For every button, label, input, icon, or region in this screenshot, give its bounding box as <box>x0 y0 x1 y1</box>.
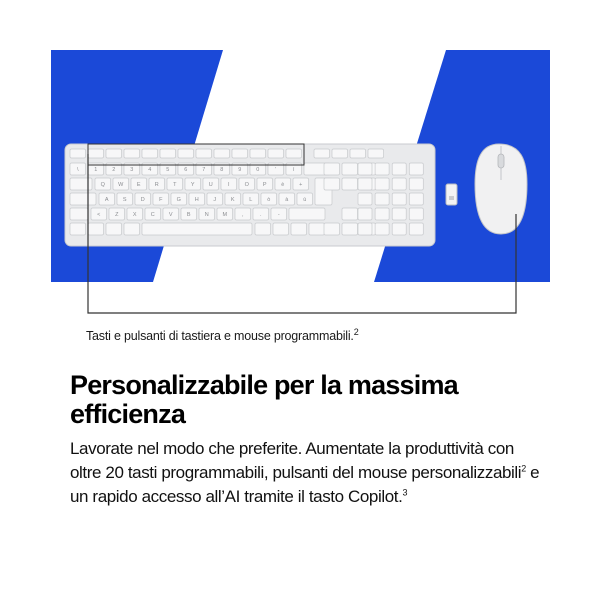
numpad-key <box>358 208 372 220</box>
keyboard-key-label: 1 <box>94 167 98 173</box>
modifier-key <box>70 223 86 235</box>
keyboard-key-label: 8 <box>220 167 224 173</box>
function-key <box>350 149 366 158</box>
keyboard-key-label: 2 <box>112 167 116 173</box>
keyboard-key-label: 7 <box>202 167 206 173</box>
shift-key <box>289 208 325 220</box>
arrow-key <box>342 223 358 235</box>
numpad-key <box>358 163 372 175</box>
body-text-part1: Lavorate nel modo che preferite. Aumentate la produttività con oltre 20 tasti programmabili, pulsanti del mouse personalizzabili <box>70 439 522 482</box>
mouse-icon <box>475 144 527 234</box>
numpad-key <box>392 163 406 175</box>
keyboard-key-label: R <box>154 182 159 188</box>
keyboard-key-label: < <box>97 212 101 218</box>
keyboard-key-label: F <box>159 197 163 203</box>
function-key <box>268 149 284 158</box>
function-key <box>368 149 384 158</box>
function-key <box>106 149 122 158</box>
keyboard-key-label: T <box>173 182 177 188</box>
numpad-key <box>375 163 389 175</box>
function-key <box>88 149 104 158</box>
keyboard-key-label: P <box>262 182 267 188</box>
numpad-key <box>375 193 389 205</box>
modifier-key <box>106 223 122 235</box>
keyboard-key-label: \ <box>76 167 79 173</box>
caption-text: Tasti e pulsanti di tastiera e mouse programmabili. <box>86 329 354 343</box>
numpad-key <box>358 223 372 235</box>
keyboard-key-label: Z <box>115 212 119 218</box>
keyboard-key-label: à <box>285 197 289 203</box>
numpad-key <box>358 193 372 205</box>
body-footnote-2: 3 <box>402 487 408 498</box>
hero-illustration <box>51 50 550 282</box>
navigation-key <box>324 178 340 190</box>
keyboard-key-label: - <box>277 212 280 218</box>
keyboard-key-label: ì <box>292 167 295 173</box>
navigation-key <box>324 163 340 175</box>
keyboard-icon <box>65 144 435 246</box>
modifier-key <box>124 223 140 235</box>
numpad-key <box>375 178 389 190</box>
keyboard-key-label: M <box>222 212 228 218</box>
numpad-key <box>375 208 389 220</box>
tab-key <box>70 178 92 190</box>
arrow-key <box>324 223 340 235</box>
keyboard-key-label: 4 <box>148 167 152 173</box>
numpad-key <box>358 178 372 190</box>
numpad-key <box>409 223 423 235</box>
numpad-key <box>375 223 389 235</box>
function-key <box>214 149 230 158</box>
keyboard-key-label: + <box>299 182 303 188</box>
keyboard-key-label: Q <box>100 182 105 188</box>
keyboard-key-label: . <box>259 212 262 218</box>
keyboard-key-label: , <box>241 212 244 218</box>
section-title: Personalizzabile per la massima efficienza <box>70 370 458 429</box>
keyboard-key-label: O <box>244 182 249 188</box>
function-key <box>178 149 194 158</box>
keyboard-key-label: 3 <box>130 167 134 173</box>
modifier-key <box>273 223 289 235</box>
navigation-key <box>342 178 358 190</box>
keyboard-key-label: ù <box>303 197 307 203</box>
numpad-key <box>392 208 406 220</box>
arrow-key <box>342 208 358 220</box>
modifier-key <box>309 223 325 235</box>
space-key <box>142 223 252 235</box>
numpad-key <box>409 178 423 190</box>
keyboard-key-label: D <box>140 197 145 203</box>
keyboard-key-label: H <box>194 197 199 203</box>
numpad-key <box>392 193 406 205</box>
function-key <box>232 149 248 158</box>
numpad-key <box>409 193 423 205</box>
keyboard-key-label: G <box>176 197 181 203</box>
keyboard-key-label: A <box>104 197 109 203</box>
keyboard-key-label: X <box>132 212 137 218</box>
function-key <box>314 149 330 158</box>
body-text-part2: e un rapido accesso all’AI tramite il tasto Copilot. <box>70 463 540 506</box>
function-key <box>250 149 266 158</box>
keyboard-key-label: B <box>186 212 191 218</box>
keyboard-key-label: L <box>249 197 253 203</box>
keyboard-key-label: C <box>150 212 155 218</box>
keyboard-key-label: 5 <box>166 167 170 173</box>
caption-footnote: 2 <box>353 326 359 337</box>
keyboard-key-label: K <box>230 197 235 203</box>
keyboard-key-label: ò <box>267 197 271 203</box>
keyboard-key-label: 0 <box>256 167 260 173</box>
callout-caption <box>86 326 546 343</box>
numpad-key <box>409 208 423 220</box>
numpad-key <box>392 223 406 235</box>
keyboard-key-label: è <box>281 182 285 188</box>
keyboard-key-label: S <box>122 197 127 203</box>
function-key <box>142 149 158 158</box>
body-paragraph <box>70 437 540 509</box>
keyboard-key-label: W <box>118 182 124 188</box>
keyboard-key-label: ' <box>275 167 277 173</box>
function-key <box>196 149 212 158</box>
keyboard-key-label: 6 <box>184 167 188 173</box>
function-key <box>124 149 140 158</box>
shift-key <box>70 208 88 220</box>
keyboard-key-label: 9 <box>238 167 242 173</box>
keyboard-key-label: E <box>136 182 141 188</box>
keyboard-key-label: Y <box>190 182 195 188</box>
keyboard-key-label: N <box>204 212 209 218</box>
modifier-key <box>255 223 271 235</box>
hero-banner <box>51 50 550 282</box>
keyboard-key-label: V <box>168 212 173 218</box>
keyboard-key-label: I <box>227 182 230 188</box>
modifier-key <box>291 223 307 235</box>
keyboard-key-label: J <box>213 197 217 203</box>
keyboard-key-label: U <box>208 182 213 188</box>
function-key <box>160 149 176 158</box>
function-key <box>286 149 302 158</box>
navigation-key <box>342 163 358 175</box>
usb-receiver-icon <box>446 184 457 205</box>
modifier-key <box>88 223 104 235</box>
body-footnote-1: 2 <box>521 463 526 474</box>
capslock-key <box>70 193 96 205</box>
numpad-key <box>409 163 423 175</box>
function-key <box>332 149 348 158</box>
function-key <box>70 149 86 158</box>
numpad-key <box>392 178 406 190</box>
